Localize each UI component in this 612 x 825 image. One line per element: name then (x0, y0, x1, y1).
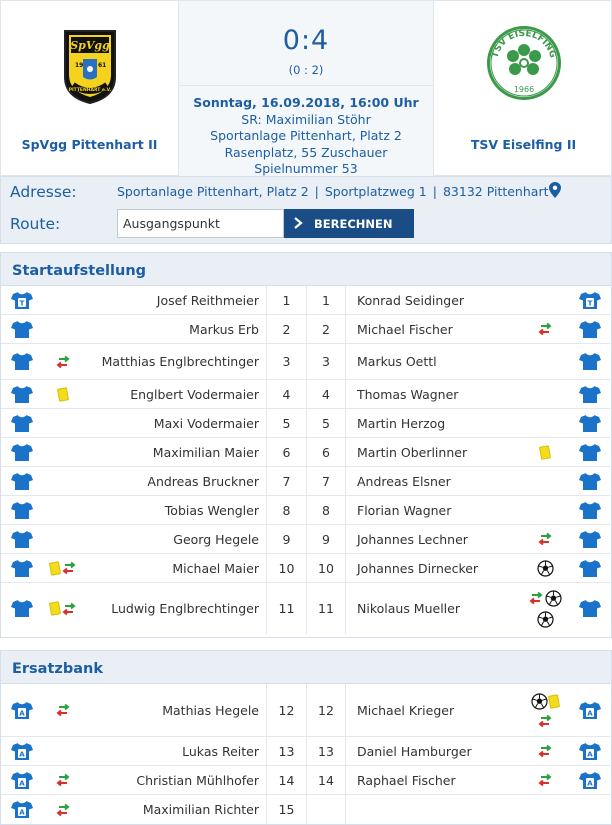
yellow-card-icon (48, 561, 60, 576)
address-city: 83132 Pittenhart (442, 184, 549, 199)
yellow-card-icon (539, 445, 551, 460)
away-player-number: 11 (306, 583, 346, 634)
address-panel (0, 176, 612, 244)
event-line (537, 560, 554, 577)
home-jersey-cell (1, 380, 43, 408)
substitution-icon (61, 602, 77, 616)
substitution-icon (55, 355, 71, 369)
home-events-cell (43, 795, 83, 824)
jersey-icon (11, 599, 33, 618)
jersey-badge: A (587, 709, 593, 717)
substitution-icon (61, 561, 77, 575)
jersey-badge: A (587, 779, 593, 787)
away-player-number: 8 (306, 496, 346, 524)
home-jersey-cell (1, 684, 43, 736)
home-player-name[interactable]: Christian Mühlhofer (136, 772, 259, 788)
away-jersey-cell (569, 766, 611, 794)
home-player-number: 6 (266, 438, 306, 466)
away-jersey-cell (569, 438, 611, 466)
away-player-name[interactable]: Michael Fischer (357, 321, 453, 337)
match-info (179, 95, 433, 178)
away-player-name[interactable]: Thomas Wagner (357, 386, 459, 402)
away-events-cell (521, 525, 569, 553)
substitution-icon (537, 532, 553, 546)
home-events-cell (43, 766, 83, 794)
bench-section (0, 650, 612, 825)
jersey-icon (11, 771, 33, 790)
jersey-icon (579, 742, 601, 761)
match-header (0, 0, 612, 176)
home-player-name[interactable]: Georg Hegele (173, 531, 259, 547)
starting-lineup-title: Startaufstellung (1, 253, 611, 286)
home-jersey-cell (1, 409, 43, 437)
away-jersey-cell (569, 554, 611, 582)
substitution-icon (55, 803, 71, 817)
home-events-cell (43, 496, 83, 524)
starting-lineup-section (0, 252, 612, 638)
address-label: Adresse: (10, 183, 77, 201)
event-line (537, 322, 553, 336)
substitution-icon (528, 591, 544, 605)
away-player-name[interactable]: Michael Krieger (357, 702, 455, 718)
jersey-icon (11, 701, 33, 720)
home-jersey-cell (1, 344, 43, 379)
home-events-cell (43, 583, 83, 634)
divider (179, 85, 433, 86)
home-player-number: 10 (266, 554, 306, 582)
referee: SR: Maximilian Stöhr (241, 111, 371, 127)
jersey-icon (11, 800, 33, 819)
jersey-badge: A (19, 709, 25, 717)
jersey-icon (579, 472, 601, 491)
away-events-cell (521, 684, 569, 736)
event-line (540, 446, 550, 459)
home-jersey-cell (1, 438, 43, 466)
away-jersey-cell (569, 583, 611, 634)
home-events-cell (43, 438, 83, 466)
jersey-icon (579, 443, 601, 462)
svg-text:PITTENHART e.V.: PITTENHART e.V. (68, 88, 111, 93)
home-player-number: 5 (266, 409, 306, 437)
bench-title: Ersatzbank (1, 651, 611, 684)
away-events-cell (521, 286, 569, 314)
jersey-badge: A (587, 750, 593, 758)
away-player-number: 2 (306, 315, 346, 343)
home-team-name[interactable]: SpVgg Pittenhart II (21, 137, 158, 152)
jersey-icon (11, 443, 33, 462)
away-jersey-cell (569, 380, 611, 408)
jersey-icon (579, 559, 601, 578)
event-line (531, 693, 559, 710)
away-events-cell (521, 344, 569, 379)
away-player-name[interactable]: Florian Wagner (357, 502, 452, 518)
home-team-crest (61, 27, 119, 105)
goal-ball-icon (537, 560, 554, 577)
player-row (1, 438, 611, 467)
away-team-panel[interactable] (434, 1, 612, 177)
away-player-number: 12 (306, 684, 346, 736)
away-player-name[interactable]: Raphael Fischer (357, 772, 456, 788)
home-player-number: 11 (266, 583, 306, 634)
home-player-name[interactable]: Maximilian Richter (142, 802, 259, 817)
home-jersey-cell (1, 766, 43, 794)
home-events-cell (43, 344, 83, 379)
home-player-number: 13 (266, 737, 306, 765)
halftime-score: (0 : 2) (288, 63, 324, 77)
away-player-number: 4 (306, 380, 346, 408)
player-row (1, 409, 611, 438)
home-player-number: 1 (266, 286, 306, 314)
jersey-icon (11, 472, 33, 491)
player-row (1, 795, 611, 824)
away-player-name[interactable]: Konrad Seidinger (357, 292, 465, 308)
away-jersey-cell (569, 344, 611, 379)
player-row (1, 583, 611, 634)
yellow-card-icon (48, 601, 60, 616)
home-jersey-cell (1, 554, 43, 582)
away-jersey-cell (569, 684, 611, 736)
surface-spectators: Rasenplatz, 55 Zuschauer (224, 144, 388, 160)
jersey-icon (11, 385, 33, 404)
home-events-cell (43, 684, 83, 736)
home-player-name[interactable]: Andreas Bruckner (147, 473, 259, 489)
home-events-cell (43, 409, 83, 437)
away-jersey-cell (569, 525, 611, 553)
away-player-name[interactable]: Johannes Lechner (357, 531, 468, 547)
player-row (1, 467, 611, 496)
goal-ball-icon (537, 611, 554, 628)
away-events-cell (521, 795, 569, 824)
jersey-badge: T (587, 299, 593, 307)
chevron-right-icon (293, 217, 303, 229)
home-jersey-cell (1, 737, 43, 765)
away-events-cell (521, 315, 569, 343)
home-team-panel[interactable] (1, 1, 179, 177)
home-events-cell (43, 554, 83, 582)
jersey-icon (579, 352, 601, 371)
away-player-name (346, 795, 521, 824)
home-player-number: 8 (266, 496, 306, 524)
home-player-number: 7 (266, 467, 306, 495)
goal-ball-icon (531, 693, 548, 710)
jersey-icon (579, 530, 601, 549)
away-jersey-cell (569, 467, 611, 495)
calculate-route-label: BERECHNEN (314, 216, 393, 231)
away-player-number: 3 (306, 344, 346, 379)
svg-text:19: 19 (74, 62, 83, 69)
away-player-number: 5 (306, 409, 346, 437)
away-events-cell (521, 409, 569, 437)
away-jersey-cell (569, 737, 611, 765)
home-player-name[interactable]: Michael Maier (172, 560, 259, 576)
svg-text:1966: 1966 (513, 85, 534, 94)
away-events-cell (521, 380, 569, 408)
away-player-number: 7 (306, 467, 346, 495)
jersey-badge: T (19, 299, 25, 307)
home-player-name[interactable]: Matthias Englbrechtinger (101, 354, 259, 369)
jersey-icon (579, 599, 601, 618)
venue: Sportanlage Pittenhart, Platz 2 (210, 128, 402, 143)
home-player-name[interactable]: Tobias Wengler (164, 502, 259, 518)
substitution-icon (55, 703, 71, 717)
player-row (1, 766, 611, 795)
home-player-number: 15 (266, 795, 306, 824)
starting-lineup-rows (1, 286, 611, 634)
svg-text:SpVgg: SpVgg (69, 39, 110, 52)
away-events-cell (521, 554, 569, 582)
away-player-name[interactable]: Martin Herzog (357, 415, 446, 431)
home-events-cell (43, 737, 83, 765)
substitution-icon (537, 773, 553, 787)
away-player-name[interactable]: Markus Oettl (357, 354, 437, 369)
jersey-icon (11, 414, 33, 433)
player-row (1, 554, 611, 583)
home-jersey-cell (1, 583, 43, 634)
event-line (537, 744, 553, 758)
home-player-number: 14 (266, 766, 306, 794)
jersey-icon (11, 530, 33, 549)
away-team-name[interactable]: TSV Eiselfing II (470, 137, 577, 152)
home-events-cell (43, 525, 83, 553)
route-start-input[interactable] (117, 209, 284, 238)
away-events-cell (521, 737, 569, 765)
away-events-cell (521, 766, 569, 794)
game-number: Spielnummer 53 (254, 161, 358, 176)
home-player-name[interactable]: Englbert Vodermaier (130, 386, 259, 402)
away-player-number: 6 (306, 438, 346, 466)
home-events-cell (43, 467, 83, 495)
home-player-number: 4 (266, 380, 306, 408)
svg-text:61: 61 (97, 62, 106, 69)
event-line (537, 532, 553, 546)
home-player-number: 9 (266, 525, 306, 553)
home-player-name[interactable]: Josef Reithmeier (156, 292, 259, 308)
jersey-icon (579, 701, 601, 720)
away-player-name[interactable]: Nikolaus Mueller (357, 601, 460, 616)
jersey-icon (11, 320, 33, 339)
away-events-cell (521, 496, 569, 524)
jersey-icon (579, 385, 601, 404)
home-player-name[interactable]: Lukas Reiter (182, 743, 259, 759)
address-separator: | (432, 184, 437, 199)
away-jersey-cell (569, 286, 611, 314)
map-pin-icon[interactable] (549, 182, 561, 198)
home-events-cell (43, 286, 83, 314)
player-row (1, 286, 611, 315)
player-row (1, 315, 611, 344)
away-player-number: 1 (306, 286, 346, 314)
home-player-number: 3 (266, 344, 306, 379)
away-events-cell (521, 438, 569, 466)
home-player-name[interactable]: Maxi Vodermaier (153, 415, 259, 431)
jersey-icon (11, 291, 33, 310)
home-jersey-cell (1, 496, 43, 524)
away-events-cell (521, 467, 569, 495)
player-row (1, 684, 611, 737)
jersey-badge: A (19, 750, 25, 758)
route-label: Route: (10, 215, 61, 233)
address-place: Sportanlage Pittenhart, Platz 2 (117, 184, 309, 199)
away-player-number: 14 (306, 766, 346, 794)
address-text[interactable] (117, 184, 548, 199)
player-row (1, 344, 611, 380)
jersey-badge: A (19, 779, 25, 787)
home-player-name[interactable]: Markus Erb (189, 321, 259, 337)
away-jersey-cell (569, 496, 611, 524)
bench-rows (1, 684, 611, 824)
away-player-name[interactable]: Daniel Hamburger (357, 743, 472, 759)
away-player-name[interactable]: Johannes Dirnecker (357, 560, 479, 576)
jersey-icon (11, 352, 33, 371)
home-jersey-cell (1, 315, 43, 343)
away-jersey-cell (569, 315, 611, 343)
home-player-name[interactable]: Maximilian Maier (152, 444, 259, 460)
substitution-icon (55, 773, 71, 787)
jersey-icon (579, 771, 601, 790)
away-player-number (306, 795, 346, 824)
jersey-icon (11, 742, 33, 761)
yellow-card-icon (548, 694, 560, 709)
substitution-icon (537, 714, 553, 728)
event-line (537, 773, 553, 787)
jersey-icon (11, 559, 33, 578)
home-events-cell (43, 315, 83, 343)
away-player-name[interactable]: Martin Oberlinner (357, 444, 468, 460)
match-date: Sonntag, 16.09.2018, 16:00 Uhr (193, 95, 419, 110)
jersey-badge: A (19, 808, 25, 817)
jersey-icon (579, 414, 601, 433)
event-line (537, 714, 553, 728)
player-row (1, 496, 611, 525)
home-player-name[interactable]: Ludwig Englbrechtinger (111, 601, 259, 616)
away-jersey-cell (569, 409, 611, 437)
home-jersey-cell (1, 525, 43, 553)
yellow-card-icon (57, 387, 69, 402)
jersey-icon (11, 501, 33, 520)
home-player-number: 2 (266, 315, 306, 343)
home-events-cell (43, 380, 83, 408)
svg-text:TSV EISELFING: TSV EISELFING (490, 28, 558, 60)
goal-ball-icon (545, 590, 562, 607)
jersey-icon (579, 320, 601, 339)
player-row (1, 737, 611, 766)
score-panel (179, 1, 434, 177)
home-jersey-cell (1, 286, 43, 314)
jersey-icon (579, 291, 601, 310)
substitution-icon (537, 322, 553, 336)
away-events-cell (521, 583, 569, 634)
away-team-crest (485, 23, 563, 103)
address-street: Sportplatzweg 1 (324, 184, 427, 199)
away-player-name[interactable]: Andreas Elsner (357, 473, 451, 489)
away-player-number: 9 (306, 525, 346, 553)
jersey-icon (579, 501, 601, 520)
home-player-name[interactable]: Mathias Hegele (162, 702, 259, 718)
calculate-route-button[interactable] (284, 209, 414, 238)
event-line (537, 611, 554, 628)
away-player-number: 13 (306, 737, 346, 765)
away-player-number: 10 (306, 554, 346, 582)
home-player-number: 12 (266, 684, 306, 736)
address-separator: | (314, 184, 319, 199)
player-row (1, 525, 611, 554)
event-line (528, 590, 562, 607)
substitution-icon (537, 744, 553, 758)
home-jersey-cell (1, 467, 43, 495)
home-jersey-cell (1, 795, 43, 824)
player-row (1, 380, 611, 409)
score: 0:4 (282, 25, 330, 56)
